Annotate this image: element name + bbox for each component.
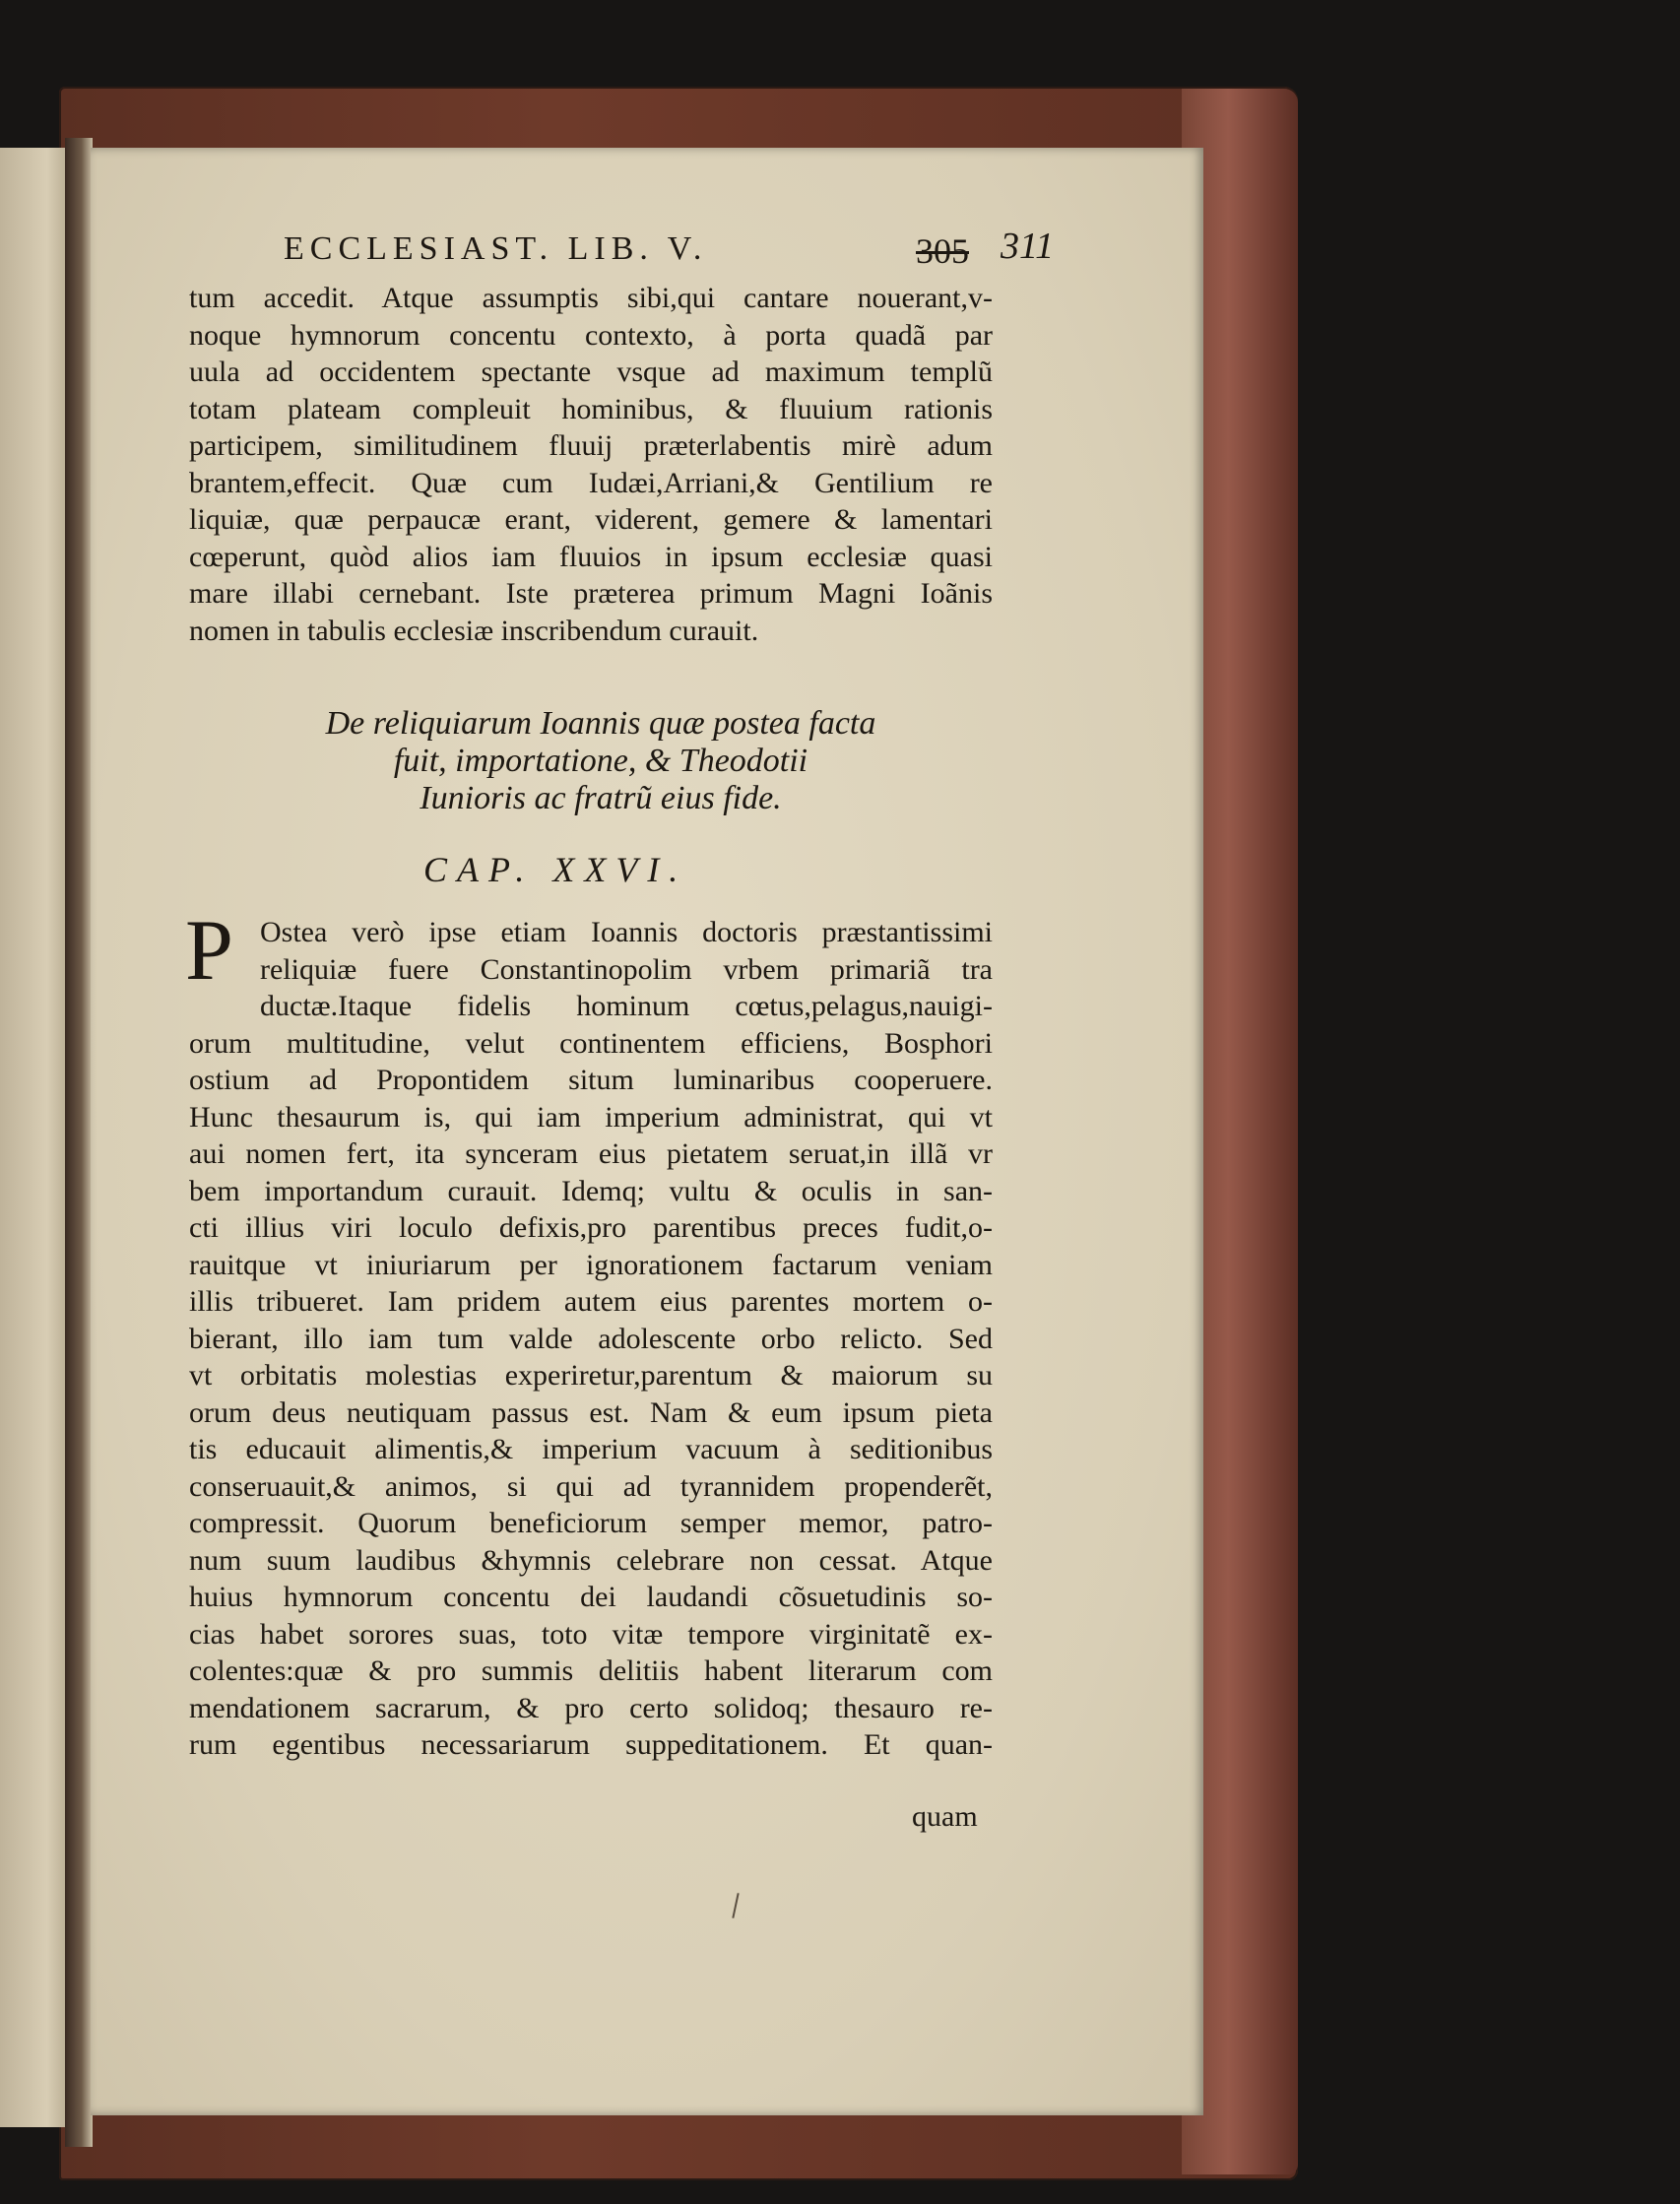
text-line: reliquiæ fuere Constantinopolim vrbem primariã tra bbox=[260, 952, 993, 986]
paragraph-2 bbox=[189, 914, 993, 1764]
text-line: uula ad occidentem spectante vsque ad maximum templũ bbox=[189, 356, 993, 388]
text-line: conseruauit,& animos, si qui ad tyrannidem propenderẽt, bbox=[189, 1469, 993, 1503]
paragraph-1 bbox=[189, 280, 993, 649]
text-line: noque hymnorum concentu contexto, à porta quadã par bbox=[189, 318, 993, 352]
text-line: huius hymnorum concentu dei laudandi cõsuetudinis so- bbox=[189, 1581, 993, 1613]
text-line: rauitque vt iniuriarum per ignorationem factarum veniam bbox=[189, 1248, 993, 1281]
chapter-number: CAP. XXVI. bbox=[423, 850, 688, 889]
heading-line: Iunioris ac fratrũ eius fide. bbox=[420, 780, 782, 816]
running-head bbox=[193, 226, 1079, 280]
heading-line: fuit, importatione, & Theodotii bbox=[393, 743, 808, 779]
text-line: liquiæ, quæ perpaucæ erant, viderent, gemere & lamentari bbox=[189, 503, 993, 536]
text-line: Ostea verò ipse etiam Ioannis doctoris præstantissimi bbox=[260, 916, 993, 948]
text-line: illis tribueret. Iam pridem autem eius parentes mortem o- bbox=[189, 1285, 993, 1318]
running-head-title: ECCLESIAST. LIB. V. bbox=[284, 230, 708, 267]
text-line: bem importandum curauit. Idemq; vultu & oculis in san- bbox=[189, 1174, 993, 1207]
text-line: mare illabi cernebant. Iste præterea primum Magni Ioãnis bbox=[189, 577, 993, 610]
text-line: rum egentibus necessariarum suppeditationem. Et quan- bbox=[189, 1728, 993, 1761]
text-line: aui nomen fert, ita synceram eius pietatem seruat,in illã vr bbox=[189, 1137, 993, 1170]
heading-line: De reliquiarum Ioannis quæ postea facta bbox=[325, 705, 876, 742]
text-line: ductæ.Itaque fidelis hominum cœtus,pelagus,nauigi- bbox=[260, 990, 993, 1022]
text-line: orum deus neutiquam passus est. Nam & eum ipsum pieta bbox=[189, 1395, 993, 1429]
folio-number-struck: 305 bbox=[916, 231, 969, 271]
text-line: nomen in tabulis ecclesiæ inscribendum curauit. bbox=[189, 614, 759, 647]
folio-number-corrected: 311 bbox=[1001, 226, 1055, 267]
text-line: ostium ad Propontidem situm luminaribus cooperuere. bbox=[189, 1064, 993, 1096]
text-line: tum accedit. Atque assumptis sibi,qui cantare nouerant,v- bbox=[189, 282, 993, 314]
text-line: cti illius viri loculo defixis,pro parentibus preces fudit,o- bbox=[189, 1211, 993, 1244]
text-line: cias habet sorores suas, toto vitæ tempore virginitatẽ ex- bbox=[189, 1617, 993, 1651]
text-line: vt orbitatis molestias experiretur,parentum & maiorum su bbox=[189, 1359, 993, 1392]
text-line: Hunc thesaurum is, qui iam imperium administrat, qui vt bbox=[189, 1100, 993, 1134]
text-line: totam plateam compleuit hominibus, & fluuium rationis bbox=[189, 392, 993, 425]
text-line: compressit. Quorum beneficiorum semper memor, patro- bbox=[189, 1507, 993, 1539]
text-line: mendationem sacrarum, & pro certo solidoq; thesauro re- bbox=[189, 1691, 993, 1724]
text-line: bierant, illo iam tum valde adolescente orbo relicto. Sed bbox=[189, 1322, 993, 1355]
gutter-shadow bbox=[65, 138, 93, 2147]
text-line: tis educauit alimentis,& imperium vacuum à seditionibus bbox=[189, 1433, 993, 1465]
text-line: colentes:quæ & pro summis delitiis habent literarum com bbox=[189, 1654, 993, 1687]
text-line: brantem,effecit. Quæ cum Iudæi,Arriani,& Gentilium re bbox=[189, 466, 993, 499]
catchword: quam bbox=[912, 1800, 978, 1833]
text-line: orum multitudine, velut continentem efficiens, Bosphori bbox=[189, 1026, 993, 1060]
drop-cap: P bbox=[185, 903, 233, 999]
text-line: participem, similitudinem fluuij præterlabentis mirè adum bbox=[189, 429, 993, 462]
chapter-heading bbox=[226, 705, 975, 817]
text-line: num suum laudibus &hymnis celebrare non cessat. Atque bbox=[189, 1543, 993, 1577]
text-line: cœperunt, quòd alios iam fluuios in ipsum ecclesiæ quasi bbox=[189, 540, 993, 573]
